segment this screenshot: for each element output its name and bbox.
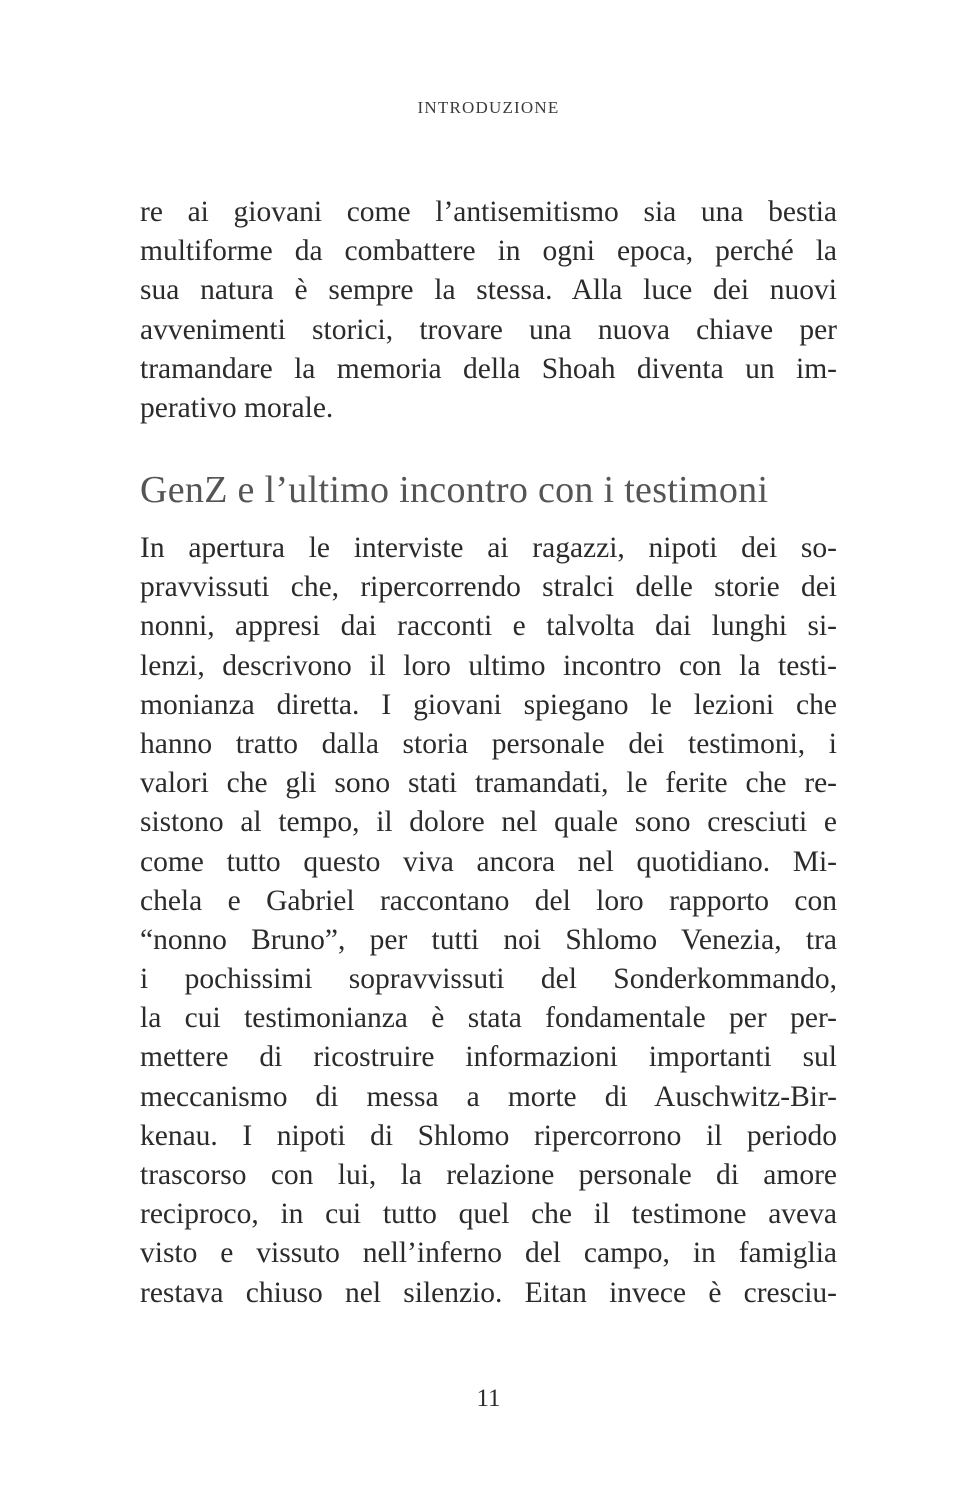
page-number: 11 bbox=[476, 1385, 501, 1412]
text-line: mettere di ricostruire informazioni importanti sul bbox=[140, 1041, 837, 1074]
text-line: kenau. I nipoti di Shlomo ripercorrono il periodo bbox=[140, 1119, 837, 1152]
text-line: hanno tratto dalla storia personale dei testimoni, i bbox=[140, 727, 837, 760]
text-line: monianza diretta. I giovani spiegano le lezioni che bbox=[140, 688, 837, 721]
text-line: reciproco, in cui tutto quel che il testimone aveva bbox=[140, 1198, 837, 1231]
section-heading: GenZ e l’ultimo incontro con i testimoni bbox=[140, 469, 769, 511]
paragraph-genz bbox=[140, 529, 837, 1313]
text-line: come tutto questo viva ancora nel quotidiano. Mi- bbox=[140, 845, 837, 878]
text-line: In apertura le interviste ai ragazzi, nipoti dei so- bbox=[140, 532, 837, 564]
text-line: pravvissuti che, ripercorrendo stralci delle storie dei bbox=[140, 571, 837, 604]
text-line: i pochissimi sopravvissuti del Sonderkommando, bbox=[140, 963, 837, 996]
text-line: sua natura è sempre la stessa. Alla luce dei nuovi bbox=[140, 274, 837, 307]
text-line: chela e Gabriel raccontano del loro rapporto con bbox=[140, 884, 837, 917]
text-line: la cui testimonianza è stata fondamentale per per- bbox=[140, 1002, 837, 1035]
text-line: tramandare la memoria della Shoah diventa un im- bbox=[140, 352, 837, 385]
text-line: valori che gli sono stati tramandati, le ferite che re- bbox=[140, 767, 837, 800]
text-line: sistono al tempo, il dolore nel quale sono cresciuti e bbox=[140, 806, 837, 839]
text-line: meccanismo di messa a morte di Auschwitz-Bir- bbox=[140, 1080, 837, 1113]
text-line: avvenimenti storici, trovare una nuova chiave per bbox=[140, 313, 837, 346]
text-line: restava chiuso nel silenzio. Eitan invece è cresciu- bbox=[140, 1276, 837, 1309]
text-line: multiforme da combattere in ogni epoca, perché la bbox=[140, 235, 837, 268]
text-line: perativo morale. bbox=[140, 391, 334, 424]
text-line: “nonno Bruno”, per tutti noi Shlomo Venezia, tra bbox=[140, 923, 837, 956]
text-line: trascorso con lui, la relazione personale di amore bbox=[140, 1159, 837, 1191]
text-line: visto e vissuto nell’inferno del campo, in famiglia bbox=[140, 1237, 837, 1270]
text-line: re ai giovani come l’antisemitismo sia una bestia bbox=[140, 196, 837, 228]
running-header: INTRODUZIONE bbox=[417, 98, 560, 117]
paragraph-intro-continuation bbox=[140, 193, 837, 428]
text-line: nonni, appresi dai racconti e talvolta dai lunghi si- bbox=[140, 610, 837, 643]
text-line: lenzi, descrivono il loro ultimo incontro con la testi- bbox=[140, 649, 837, 682]
